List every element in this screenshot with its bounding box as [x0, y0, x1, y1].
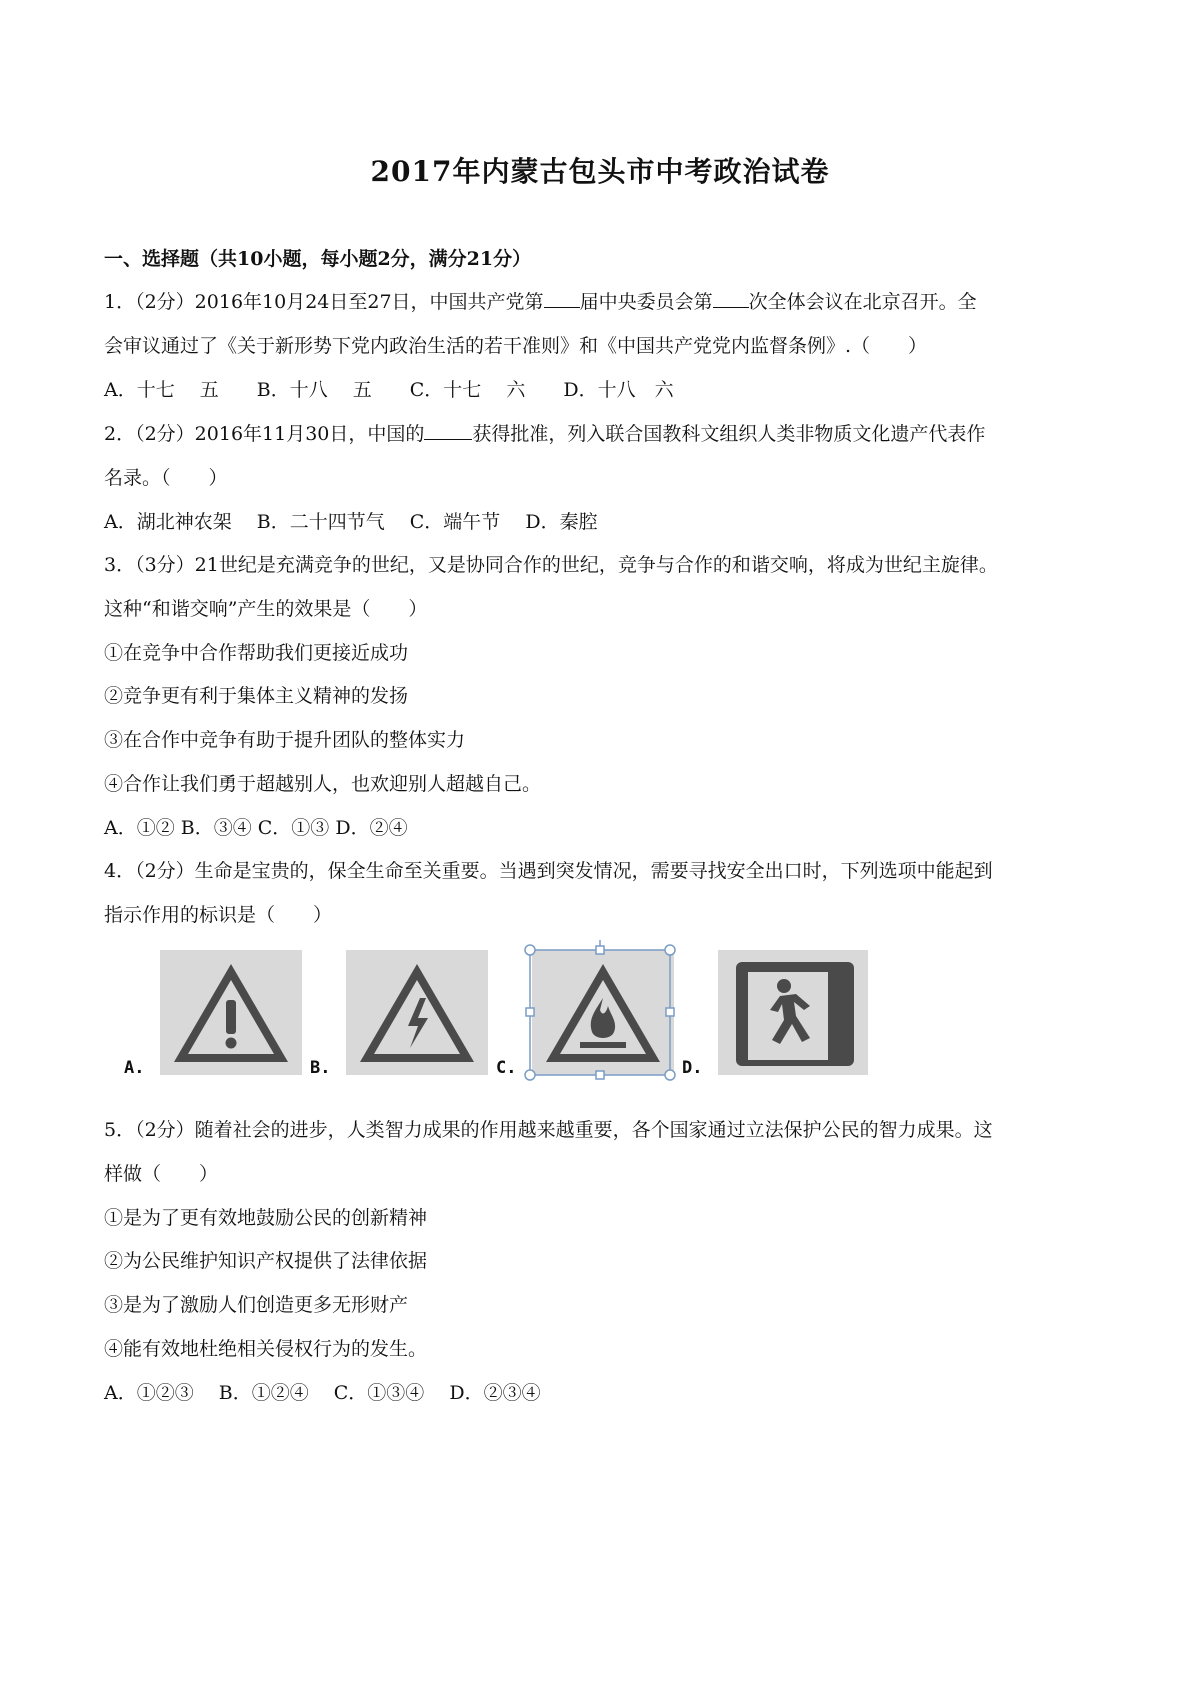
q3-item-1: ①在竞争中合作帮助我们更接近成功 [104, 642, 409, 664]
q5-line1: 5．（2分）随着社会的进步，人类智力成果的作用越来越重要，各个国家通过立法保护公民的智力成果。这 [104, 1119, 993, 1141]
q1-text-c: 次全体会议在北京召开。全 [748, 291, 977, 313]
section-heading: 一、选择题（共10小题，每小题2分，满分21分） [104, 248, 532, 270]
q3-item-2: ②竞争更有利于集体主义精神的发扬 [104, 685, 409, 707]
q3-item-3: ③在合作中竞争有助于提升团队的整体实力 [104, 729, 466, 751]
selection-frame [520, 940, 690, 1085]
q1-blank-2 [713, 289, 749, 308]
option-label-b: B. [310, 1058, 331, 1078]
q5-item-1: ①是为了更有效地鼓励公民的创新精神 [104, 1207, 428, 1229]
emergency-exit-icon [718, 950, 868, 1075]
exam-title: 2017年内蒙古包头市中考政治试卷 [370, 155, 830, 188]
q5-item-3: ③是为了激励人们创造更多无形财产 [104, 1294, 409, 1316]
q4-sign-options [120, 940, 880, 1085]
q2-blank [424, 421, 472, 440]
q2-line2: 名录。（ ） [104, 467, 228, 489]
electric-hazard-icon [346, 950, 488, 1075]
q3-line2: 这种“和谐交响”产生的效果是（ ） [104, 598, 428, 620]
q2-line1 [104, 421, 985, 447]
q1-line2: 会审议通过了《关于新形势下党内政治生活的若干准则》和《中国共产党党内监督条例》.（ ） [104, 335, 928, 357]
q1-text-b: 届中央委员会第 [579, 291, 713, 313]
option-label-d: D. [682, 1058, 703, 1078]
q2-text-b: 获得批准，列入联合国教科文组织人类非物质文化遗产代表作 [472, 423, 986, 445]
q1-text-a: 1．（2分）2016年10月24日至27日，中国共产党第 [104, 291, 544, 313]
q4-line1: 4．（2分）生命是宝贵的，保全生命至关重要。当遇到突发情况，需要寻找安全出口时，下列选项中能起到 [104, 860, 993, 882]
warning-exclamation-icon [160, 950, 302, 1075]
q5-options: A．①②③ B．①②④ C．①③④ D．②③④ [104, 1382, 541, 1404]
q1-line1 [104, 289, 977, 315]
q5-item-2: ②为公民维护知识产权提供了法律依据 [104, 1250, 428, 1272]
option-label-a: A. [124, 1058, 145, 1078]
sign-b [346, 950, 488, 1075]
sign-a [160, 950, 302, 1075]
q3-options: A．①② B．③④ C．①③ D．②④ [104, 817, 408, 839]
q2-text-a: 2．（2分）2016年11月30日，中国的 [104, 423, 425, 445]
q3-item-4: ④合作让我们勇于超越别人，也欢迎别人超越自己。 [104, 773, 542, 795]
q2-options: A．湖北神农架 B．二十四节气 C．端午节 D．秦腔 [104, 511, 598, 533]
q4-line2: 指示作用的标识是（ ） [104, 904, 333, 926]
q5-line2: 样做（ ） [104, 1163, 219, 1185]
option-label-c: C. [496, 1058, 517, 1078]
q1-blank-1 [544, 289, 580, 308]
q5-item-4: ④能有效地杜绝相关侵权行为的发生。 [104, 1338, 428, 1360]
q1-options: A．十七 五 B．十八 五 C．十七 六 D．十八 六 [104, 379, 674, 401]
sign-d [718, 950, 868, 1075]
q3-line1: 3．（3分）21世纪是充满竞争的世纪，又是协同合作的世纪，竞争与合作的和谐交响，将成为世纪主旋律。 [104, 554, 998, 576]
